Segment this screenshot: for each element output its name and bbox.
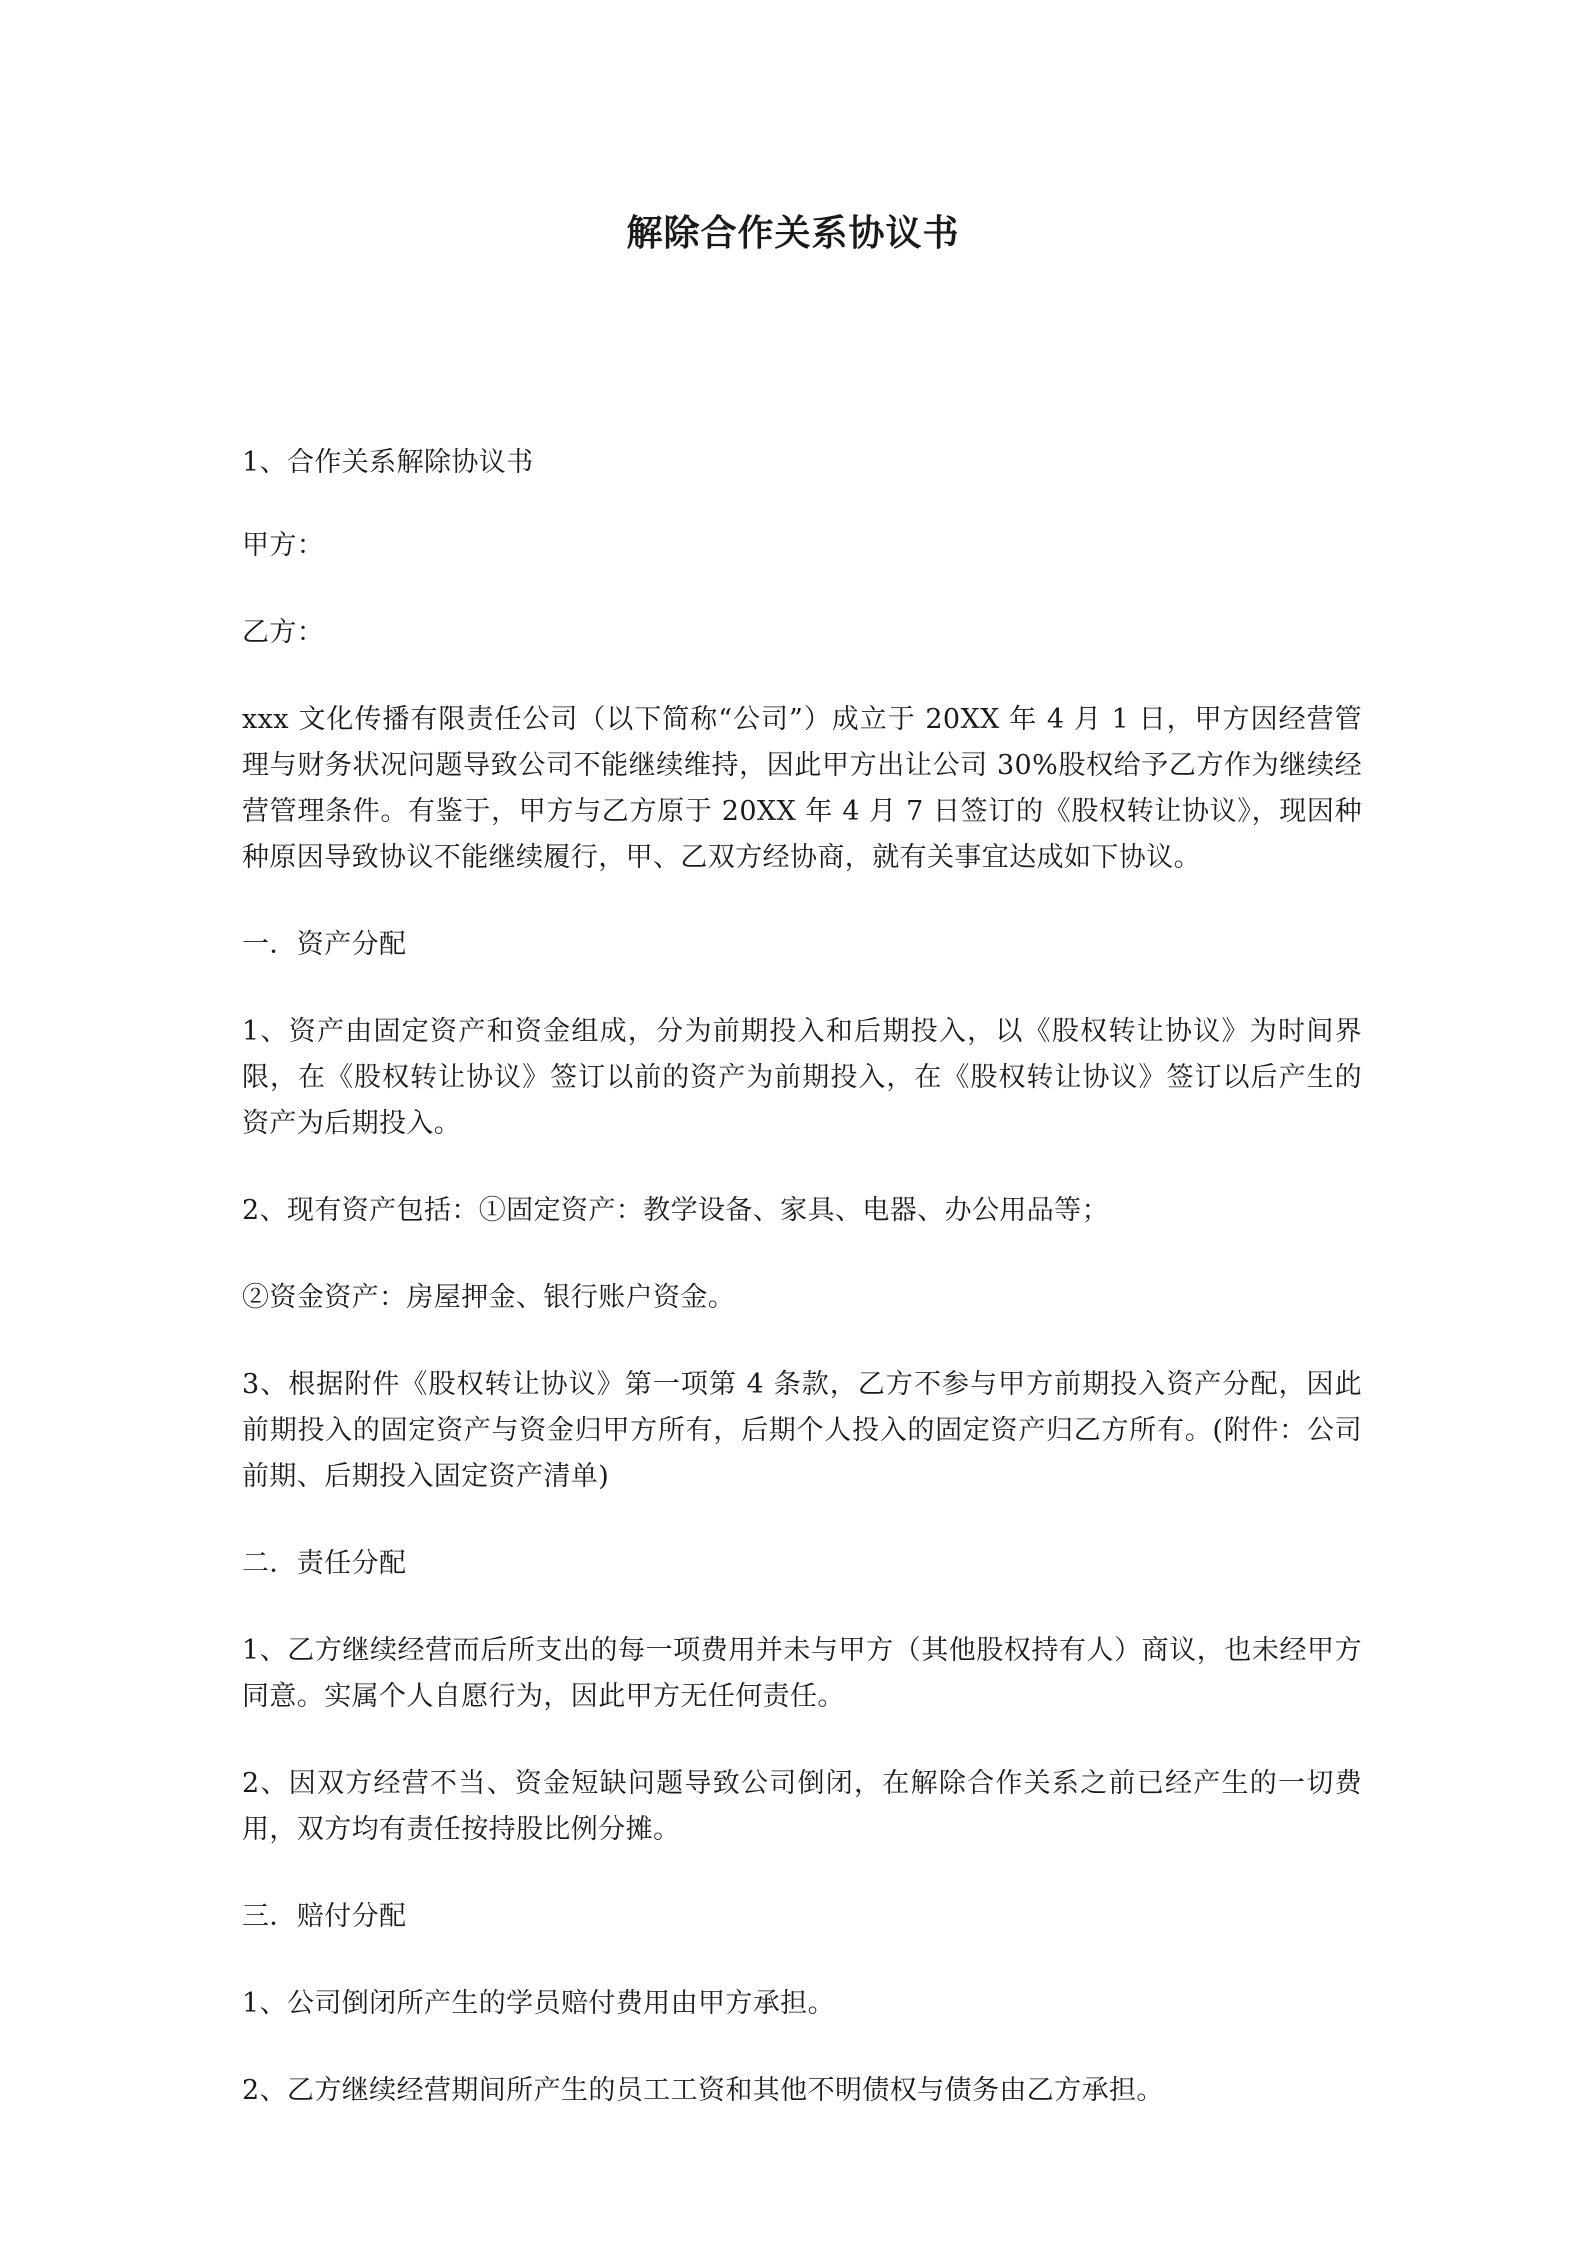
liability-clause-2: 2、因双方经营不当、资金短缺问题导致公司倒闭，在解除合作关系之前已经产生的一切费用，双方均有责任按持股比例分摊。 (242, 1768, 1362, 1845)
assets-clause-2: 2、现有资产包括：①固定资产：教学设备、家具、电器、办公用品等； (242, 1195, 1109, 1226)
assets-clause-3: 3、根据附件《股权转让协议》第一项第 4 条款，乙方不参与甲方前期投入资产分配，因此前期投入的固定资产与资金归甲方所有，后期个人投入的固定资产归乙方所有。(附件：公司前期、后期投入固定资产清单) (242, 1369, 1362, 1492)
preamble-paragraph: xxx 文化传播有限责任公司（以下简称“公司”）成立于 20XX 年 4 月 1 日，甲方因经营管理与财务状况问题导致公司不能继续维持，因此甲方出让公司 30%股权给予乙方作为继续经营管理条件。有鉴于，甲方与乙方原于 20XX 年 4 月 7 日签订的《股权转让协议》，现因种种原因导致协议不能继续履行，甲、乙双方经协商，就有关事宜达成如下协议。 (242, 704, 1362, 873)
compensation-clause-2: 2、乙方继续经营期间所产生的员工工资和其他不明债权与债务由乙方承担。 (242, 2075, 1164, 2106)
section-heading-assets: 一．资产分配 (242, 929, 407, 960)
section-heading: 1、合作关系解除协议书 (242, 447, 534, 478)
section-heading-compensation: 三．赔付分配 (242, 1901, 407, 1932)
section-heading-liability: 二．责任分配 (242, 1548, 407, 1579)
compensation-clause-1: 1、公司倒闭所产生的学员赔付费用由甲方承担。 (242, 1988, 835, 2019)
assets-clause-1: 1、资产由固定资产和资金组成，分为前期投入和后期投入，以《股权转让协议》为时间界限，在《股权转让协议》签订以前的资产为前期投入，在《股权转让协议》签订以后产生的资产为后期投入。 (242, 1016, 1362, 1139)
document-title: 解除合作关系协议书 (626, 212, 960, 254)
party-a-line: 甲方： (242, 530, 325, 561)
party-b-line: 乙方： (242, 617, 325, 648)
document-body (242, 440, 1362, 2155)
assets-clause-2b: ②资金资产：房屋押金、银行账户资金。 (242, 1282, 736, 1313)
liability-clause-1: 1、乙方继续经营而后所支出的每一项费用并未与甲方（其他股权持有人）商议，也未经甲方同意。实属个人自愿行为，因此甲方无任何责任。 (242, 1635, 1362, 1712)
